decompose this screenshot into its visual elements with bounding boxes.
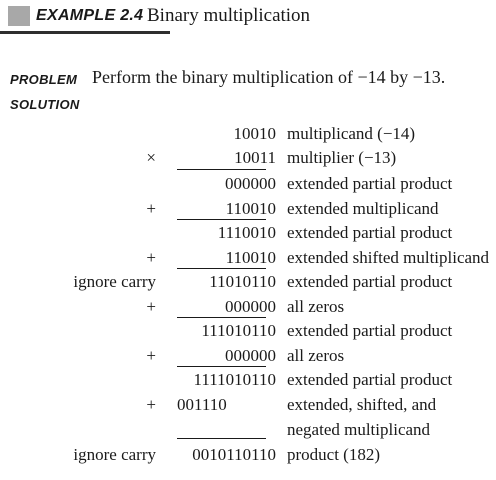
row-14-left: ignore carry (73, 445, 156, 464)
underline-1 (177, 169, 266, 170)
row-10-left: + (146, 346, 156, 365)
row-2-value: 10011 (234, 148, 276, 167)
underline-5 (177, 366, 266, 367)
row-3-value: 000000 (225, 174, 276, 193)
row-2-desc: multiplier (−13) (287, 148, 397, 167)
header-rule (0, 31, 170, 34)
row-12-value: 001110 (177, 395, 227, 414)
row-6-left: + (146, 248, 156, 267)
row-9-value: 111010110 (201, 321, 276, 340)
row-8-left: + (146, 297, 156, 316)
row-4-desc: extended multiplicand (287, 199, 439, 218)
row-8-desc: all zeros (287, 297, 345, 316)
row-6-desc: extended shifted multiplicand (287, 248, 490, 267)
row-10-value: 000000 (225, 346, 276, 365)
row-11-desc: extended partial product (287, 370, 453, 389)
row-2-left: × (146, 148, 156, 167)
row-10-desc: all zeros (287, 346, 345, 365)
row-9-desc: extended partial product (287, 321, 453, 340)
row-3-desc: extended partial product (287, 174, 453, 193)
example-marker-square (8, 6, 30, 26)
row-5-desc: extended partial product (287, 223, 453, 242)
row-12-desc: extended, shifted, and (287, 395, 437, 414)
row-7-value: 11010110 (209, 272, 276, 291)
row-11-value: 1111010110 (193, 370, 276, 389)
problem-text: Perform the binary multiplication of −14 by −13. (92, 67, 446, 87)
row-12-left: + (146, 395, 156, 414)
row-8-value: 000000 (225, 297, 276, 316)
row-14-desc: product (182) (287, 445, 381, 464)
underline-4 (177, 317, 266, 318)
row-5-value: 1110010 (217, 223, 276, 242)
row-6-value: 110010 (225, 248, 276, 267)
underline-6 (177, 438, 266, 439)
solution-label: SOLUTION (10, 97, 80, 112)
example-label: EXAMPLE 2.4 (36, 7, 144, 24)
underline-3 (177, 268, 266, 269)
row-1-value: 10010 (233, 124, 276, 143)
row-4-left: + (146, 199, 156, 218)
row-13-desc: negated multiplicand (287, 420, 431, 439)
row-14-value: 0010110110 (192, 445, 276, 464)
row-7-left: ignore carry (73, 272, 156, 291)
problem-label: PROBLEM (10, 72, 78, 87)
row-7-desc: extended partial product (287, 272, 453, 291)
underline-2 (177, 219, 266, 220)
row-4-value: 110010 (225, 199, 276, 218)
example-title: Binary multiplication (147, 5, 311, 26)
row-1-desc: multiplicand (−14) (287, 124, 416, 143)
